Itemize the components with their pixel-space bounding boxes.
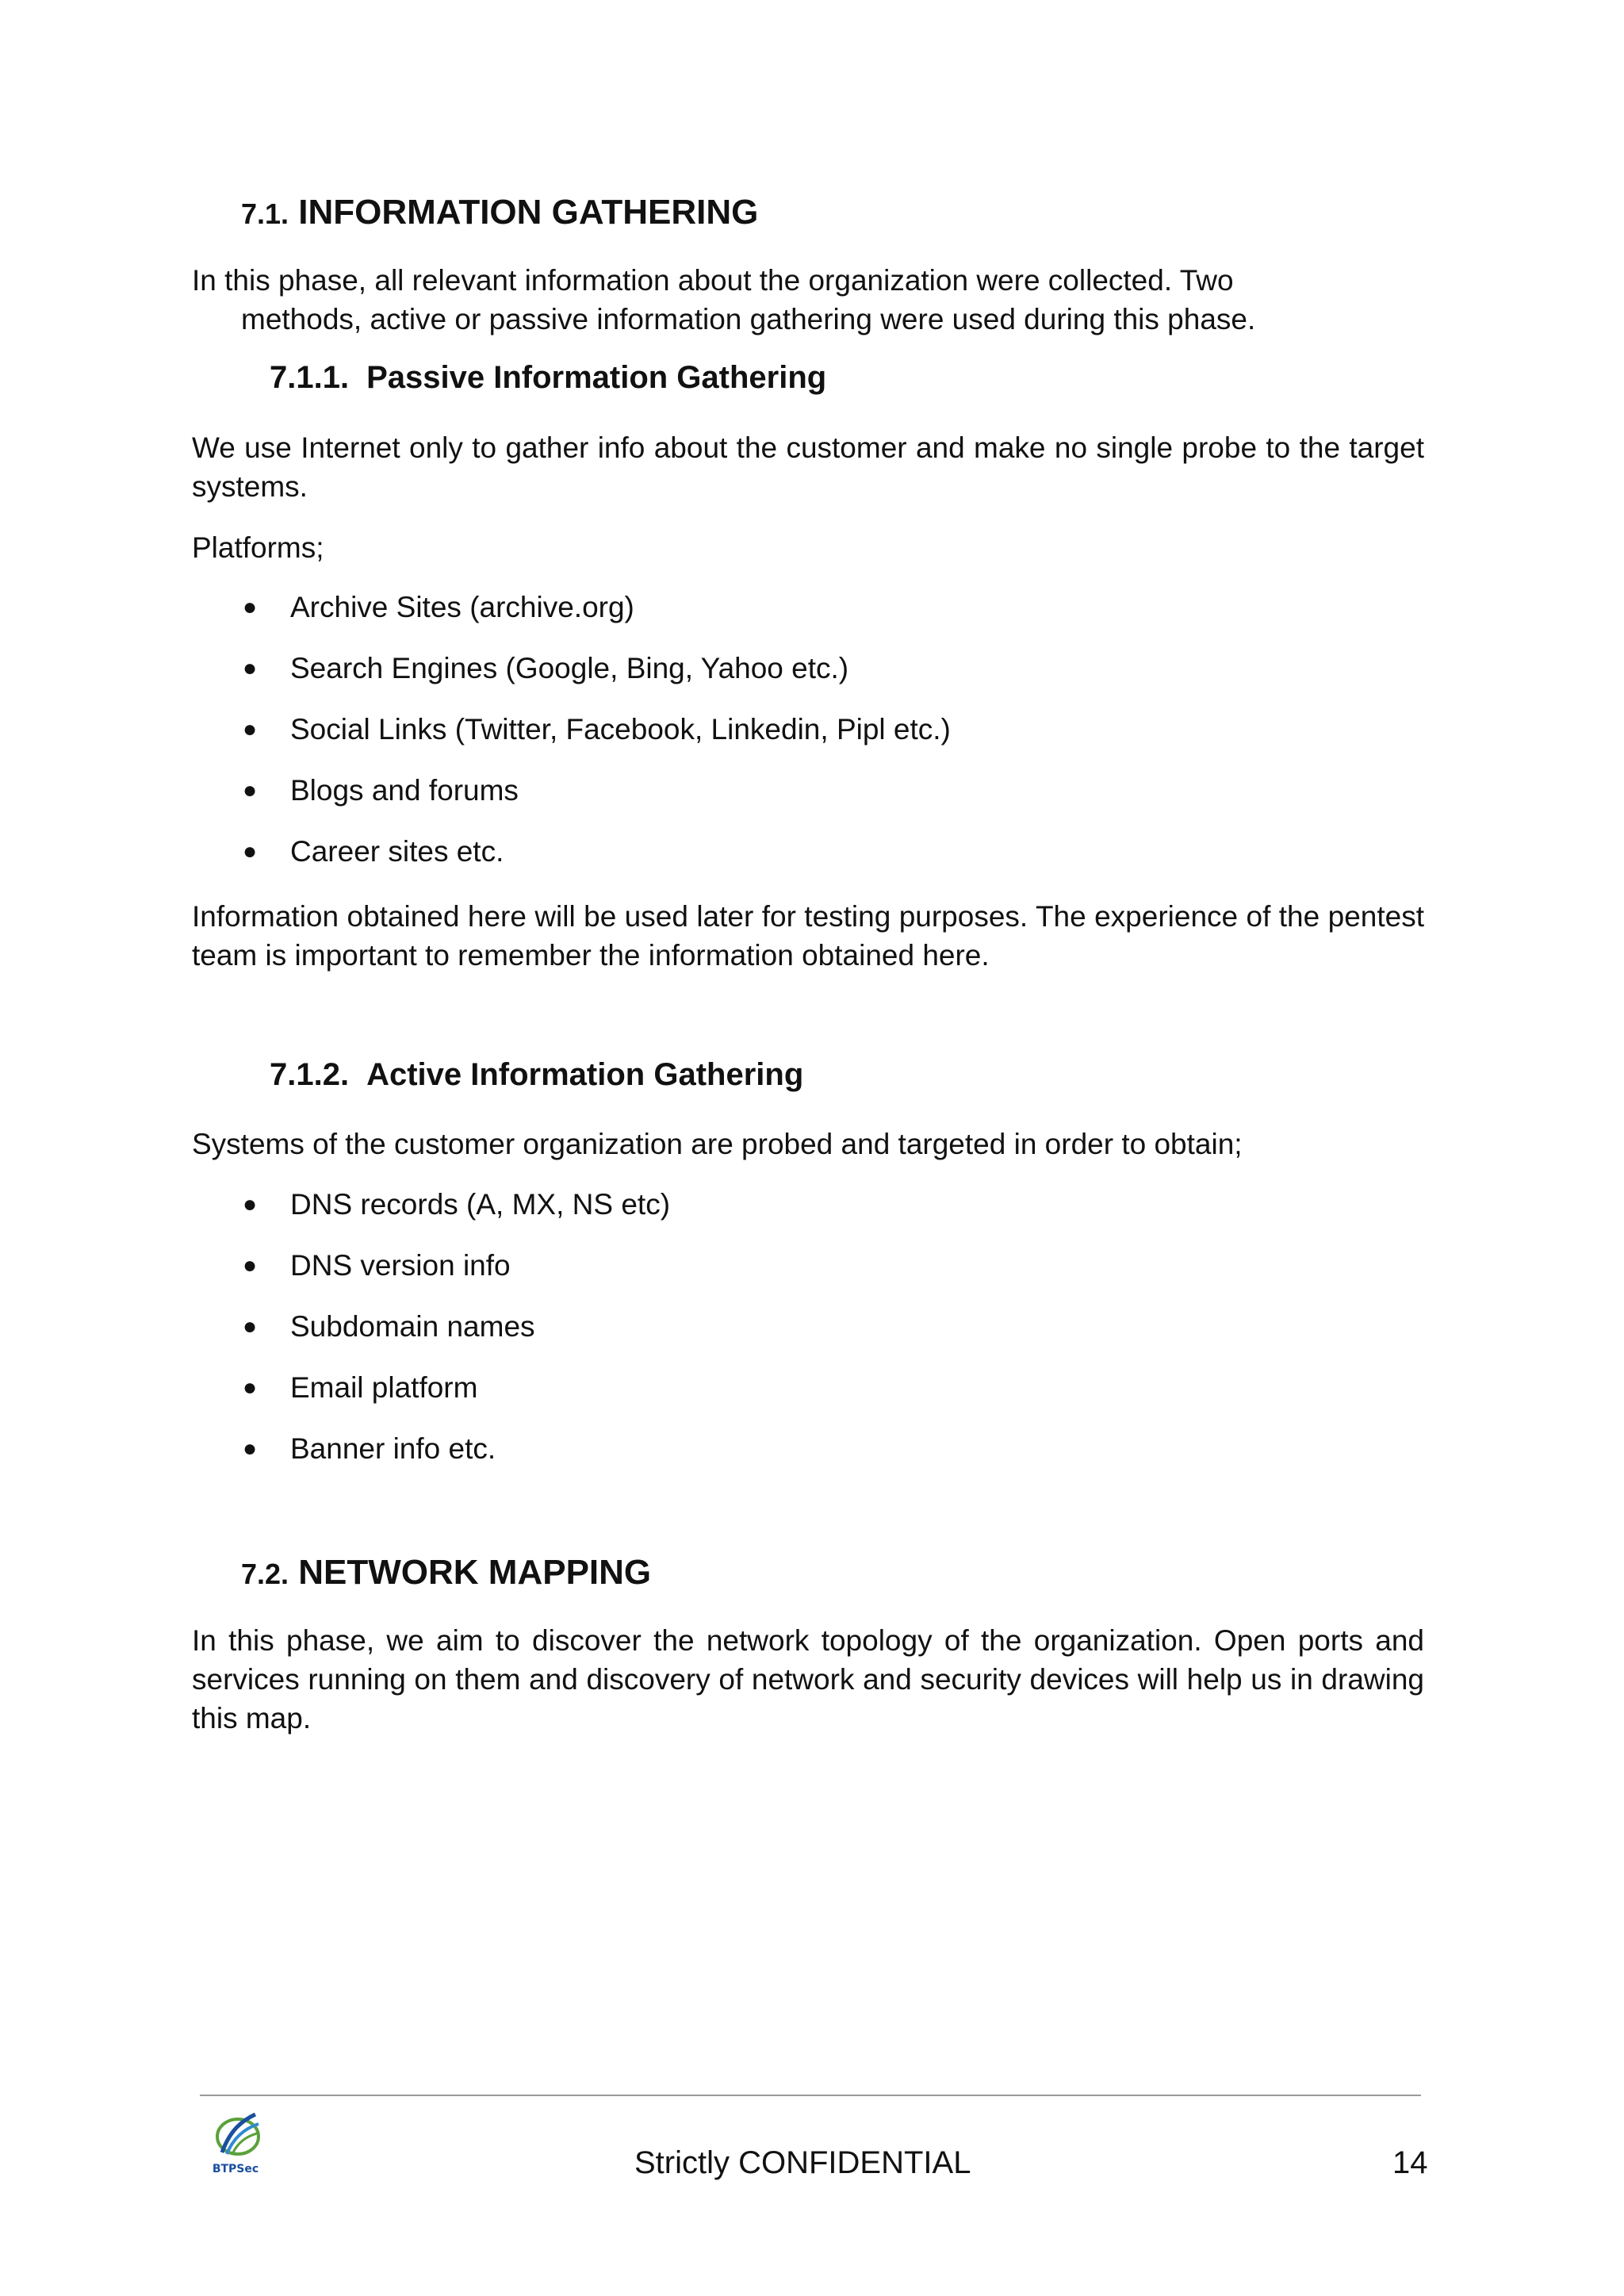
intro-line-1: In this phase, all relevant information about the organization were collected. Two — [192, 264, 1234, 297]
bullet-icon: ● — [243, 1374, 258, 1401]
section-heading-7-2 — [241, 1553, 651, 1593]
bullet-icon: ● — [243, 1313, 258, 1340]
bullet-icon: ● — [243, 1252, 258, 1278]
network-mapping-paragraph: In this phase, we aim to discover the network topology of the organization. Open ports and services running on them and discovery of network and security devices will help us in drawing this map. — [192, 1624, 1424, 1734]
passive-paragraph: We use Internet only to gather info about the customer and make no single probe to the target systems. — [192, 431, 1424, 503]
section-number: 7.2. — [241, 1558, 289, 1590]
footer-divider — [200, 2095, 1421, 2096]
section-heading-7-1 — [241, 193, 758, 232]
section-title: INFORMATION GATHERING — [298, 193, 759, 232]
section-heading-7-1-2 — [270, 1057, 803, 1093]
passive-closing-paragraph: Information obtained here will be used later for testing purposes. The experience of the pentest team is important to remember the information obtained here. — [192, 900, 1424, 972]
section-number: 7.1. — [241, 197, 289, 230]
document-page: 7.1. INFORMATION GATHERING In this phase, all relevant information about the organization were collected. Two methods, active or passive information gathering were used during this phase. 7.1.1. Passive Information Gathering We use Internet only to gather info about the customer and make no single probe to the target systems. Platforms; ● Archive Sites (archive.org) ● Search Engines (Google, Bing, Yahoo etc.) ● Social Links (Twitter, Facebook, Linkedin, Pipl etc.) ● Blogs and forums ● Career sites etc. Information obtained here will be used later for testing purposes. The experience of the pentest team is important to remember the information obtained here. 7.1.2. Active Information Gathering Systems of the customer organization are probed and targeted in order to obtain; ● DNS records (A, MX, NS etc) ● DNS version info ● Subdomain names ● Email platform ● Banner info etc. 7.2. NETWORK MAPPING In this phase, we aim to discover the network topology of the organization. Open ports and services running on them and discovery of network and security devices will help us in drawing this map. BTPSec Strictly CONFIDENTIAL 14 — [0, 0, 1624, 2296]
intro-line-2: methods, active or passive information gathering were used during this phase. — [241, 303, 1256, 335]
bullet-icon: ● — [243, 716, 258, 742]
subsection-title: Passive Information Gathering — [366, 360, 827, 395]
bullet-icon: ● — [243, 594, 258, 620]
page-number: 14 — [1392, 2145, 1428, 2180]
bullet-icon: ● — [243, 777, 258, 803]
platforms-label: Platforms; — [192, 531, 324, 564]
bullet-icon: ● — [243, 655, 258, 681]
subsection-title: Active Information Gathering — [366, 1057, 804, 1092]
bullet-icon: ● — [243, 1191, 258, 1217]
subsection-number: 7.1.2. — [270, 1057, 350, 1092]
subsection-number: 7.1.1. — [270, 360, 350, 395]
confidential-label: Strictly CONFIDENTIAL — [634, 2145, 971, 2180]
logo-wordmark: BTPSec — [212, 2163, 259, 2175]
section-heading-7-1-1 — [270, 360, 826, 396]
section-title: NETWORK MAPPING — [298, 1553, 652, 1592]
active-paragraph: Systems of the customer organization are probed and targeted in order to obtain; — [192, 1128, 1243, 1160]
bullet-icon: ● — [243, 838, 258, 864]
bullet-icon: ● — [243, 1435, 258, 1462]
